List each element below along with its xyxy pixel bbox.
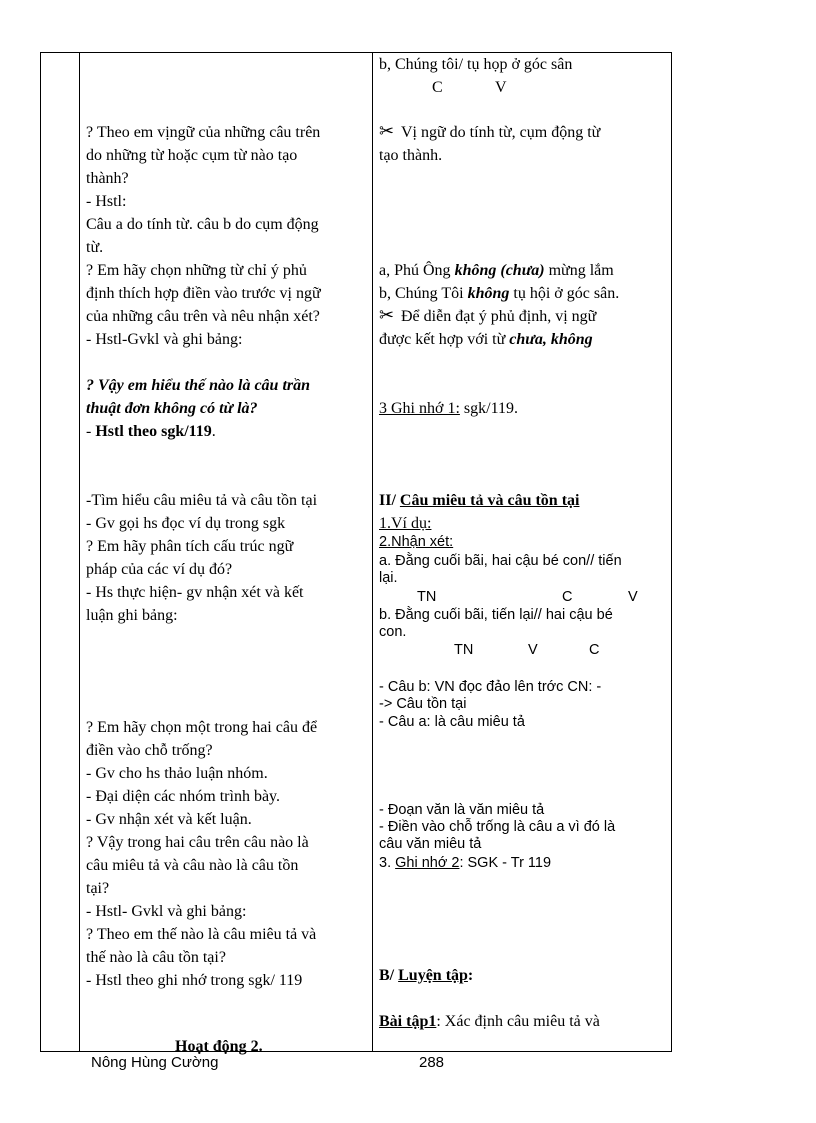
col-border-1 xyxy=(40,52,41,1052)
label-v: V xyxy=(495,79,507,96)
sentence-b: b. Đằng cuối bãi, tiến lại// hai cậu bé con. xyxy=(379,607,613,640)
col-border-3 xyxy=(372,52,373,1052)
remark-label: 2.Nhận xét: xyxy=(379,534,454,550)
sentence-b-tn: TN xyxy=(454,642,474,658)
example-label: 1.Ví dụ: xyxy=(379,515,432,532)
analysis-b: - Câu b: VN đọc đảo lên trớc CN: - -> Câu tồn tại xyxy=(379,679,602,712)
scissors-icon: ✂ xyxy=(379,121,395,142)
negation-note: Để diễn đạt ý phủ định, vị ngữ được kết hợp với từ chưa, không xyxy=(379,308,597,348)
sentence-a-c: C xyxy=(562,589,573,605)
analysis-a: - Câu a: là câu miêu tả xyxy=(379,714,525,730)
memory-note-2: 3. Ghi nhớ 2: SGK - Tr 119 xyxy=(379,855,552,871)
section3-activities: ? Em hãy chọn một trong hai câu để điền vào chỗ trống? - Gv cho hs thảo luận nhóm. - Đại diện các nhóm trình bày. - Gv nhận xét và kết luận. ? Vậy trong hai câu trên câu nào là câu miêu tả và câu nào là câu tồn tại? - Hstl- Gvkl và ghi bảng: ? Theo em thế nào là câu miêu tả và thế nào là câu tồn tại? - Hstl theo ghi nhớ trong sgk/ 119 xyxy=(86,719,318,989)
section2-activities: -Tìm hiểu câu miêu tả và câu tồn tại - Gv gọi hs đọc ví dụ trong sgk ? Em hãy phân tích cấu trúc ngữ pháp của các ví dụ đó? - Hs thực hiện- gv nhận xét và kết luận ghi bảng: xyxy=(86,492,318,624)
exercise-1: Bài tập1: Xác định câu miêu tả và xyxy=(379,1013,600,1030)
question-predicate: ? Theo em vịngữ của những câu trên do những từ hoặc cụm từ nào tạo thành? xyxy=(86,124,321,187)
sentence-b-v: V xyxy=(528,642,538,658)
example-b-line: b, Chúng tôi/ tụ họp ở góc sân xyxy=(379,56,573,73)
sentence-a-v: V xyxy=(628,589,638,605)
question-negation: ? Em hãy chọn những từ chỉ ý phủ định thích hợp điền vào trước vị ngữ của những câu trên và nêu nhận xét? xyxy=(86,262,321,325)
predicate-note: Vị ngữ do tính từ, cụm động từ tạo thành. xyxy=(379,124,601,164)
scissors-icon: ✂ xyxy=(379,305,395,326)
paragraph-analysis: - Đoạn văn là văn miêu tả - Điền vào chỗ trống là câu a vì đó là câu văn miêu tả xyxy=(379,802,616,852)
label-c: C xyxy=(432,79,443,96)
answer-predicate: Câu a do tính từ. câu b do cụm động từ. xyxy=(86,216,319,256)
footer-author: Nông Hùng Cường xyxy=(91,1054,219,1071)
sentence-a: a. Đằng cuối bãi, hai cậu bé con// tiến lại. xyxy=(379,553,622,586)
hstl-gvkl: - Hstl-Gvkl và ghi bảng: xyxy=(86,331,243,348)
page-number: 288 xyxy=(419,1054,445,1071)
memory-note-1: 3 Ghi nhớ 1: sgk/119. xyxy=(379,400,518,417)
activity-heading: Hoạt động 2. xyxy=(175,1038,263,1055)
question-summary: ? Vậy em hiểu thế nào là câu trần thuật đơn không có từ là? xyxy=(86,377,311,417)
negation-example-b: b, Chúng Tôi không tụ hội ở góc sân. xyxy=(379,285,620,302)
col-border-2 xyxy=(79,52,80,1052)
hstl-label: - Hstl: xyxy=(86,193,127,210)
table-bottom-border xyxy=(40,1051,672,1052)
col-border-4 xyxy=(671,52,672,1052)
negation-example-a: a, Phú Ông không (chưa) mừng lắm xyxy=(379,262,614,279)
sentence-b-c: C xyxy=(589,642,600,658)
section2-heading: II/ Câu miêu tả và câu tồn tại xyxy=(379,492,580,509)
practice-heading: B/ Luyện tập: xyxy=(379,967,474,984)
table-top-border xyxy=(40,52,672,53)
sentence-a-tn: TN xyxy=(417,589,437,605)
hstl-sgk: - Hstl theo sgk/119. xyxy=(86,423,216,440)
